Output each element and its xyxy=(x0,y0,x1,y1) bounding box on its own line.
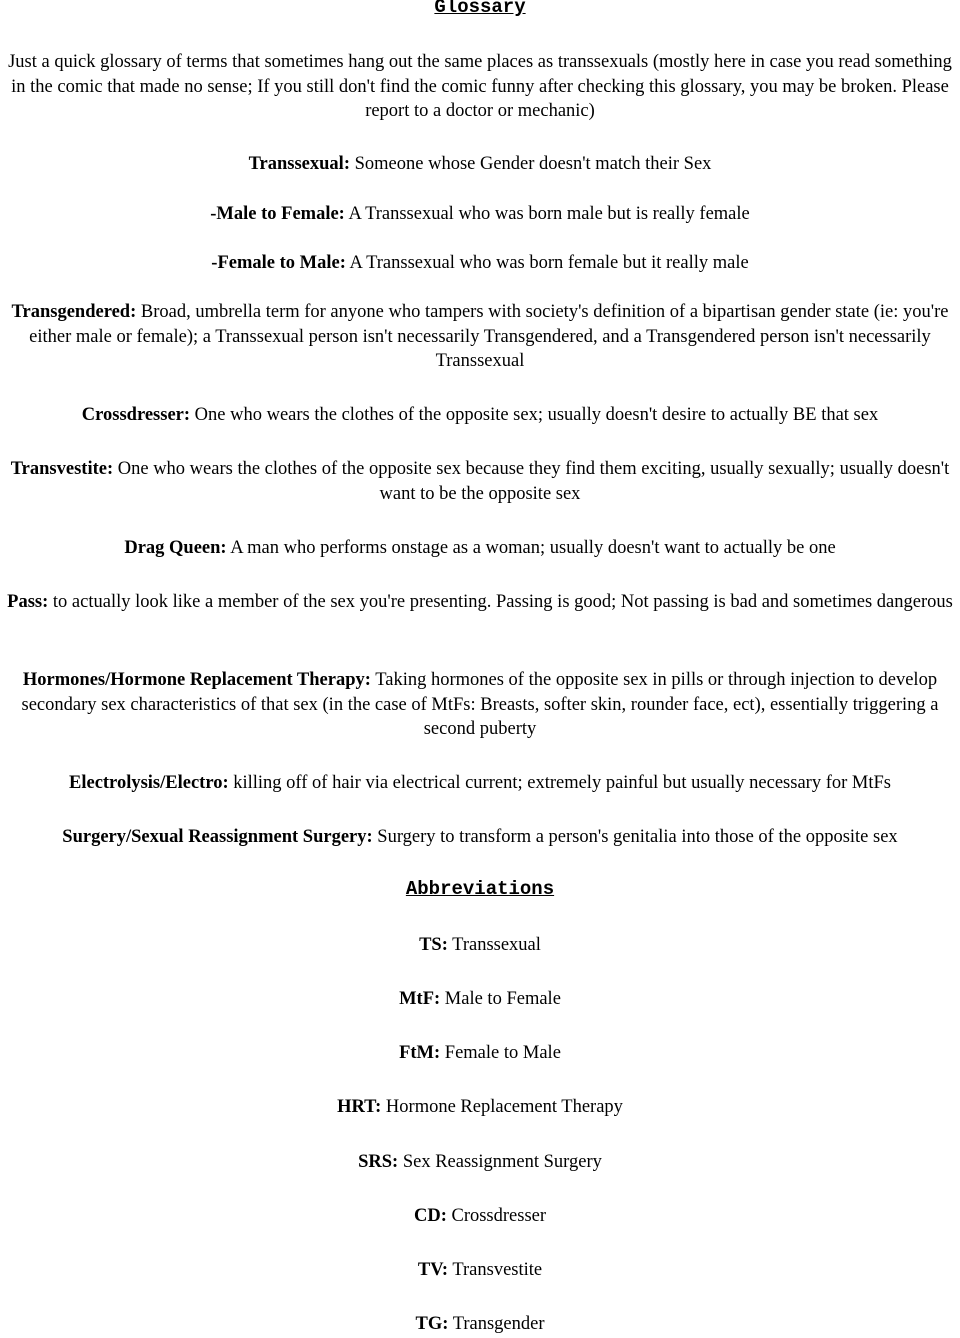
abbreviation-code: MtF: xyxy=(399,989,441,1009)
glossary-term: Hormones/Hormone Replacement Therapy: xyxy=(22,670,371,690)
abbreviation-item-srs xyxy=(2,1150,958,1175)
glossary-definition: One who wears the clothes of the opposite sex because they find them exciting, usually sexually; usually doesn't want to be the opposite sex xyxy=(117,459,950,504)
abbreviation-meaning: Transgender xyxy=(452,1314,545,1334)
abbreviation-code: TS: xyxy=(419,935,448,955)
glossary-term: Crossdresser: xyxy=(81,405,191,425)
abbreviation-item-ftm xyxy=(2,1041,958,1066)
glossary-term: Surgery/Sexual Reassignment Surgery: xyxy=(62,827,373,847)
glossary-term: Transvestite: xyxy=(10,459,114,479)
glossary-entry-male-to-female xyxy=(2,202,958,227)
abbreviation-item-ts xyxy=(2,933,958,958)
glossary-definition: A man who performs onstage as a woman; usually doesn't want to actually be one xyxy=(230,538,836,558)
abbreviation-item-cd xyxy=(2,1204,958,1229)
glossary-definition: Broad, umbrella term for anyone who tampers with society's definition of a bipartisan gender state (ie: you're either male or female); a Transsexual person isn't necessarily Transgendered, and a Transgendered person isn't necessarily Transsexual xyxy=(29,302,949,371)
abbreviation-meaning: Transvestite xyxy=(452,1260,543,1280)
glossary-definition: A Transsexual who was born male but is really female xyxy=(348,204,750,224)
glossary-entry-electrolysis xyxy=(2,771,958,796)
abbreviation-meaning: Male to Female xyxy=(444,989,561,1009)
glossary-entry-transsexual xyxy=(2,152,958,177)
abbreviation-code: CD: xyxy=(413,1206,447,1226)
abbreviation-code: TV: xyxy=(417,1260,449,1280)
glossary-definition: Someone whose Gender doesn't match their Sex xyxy=(354,154,712,174)
glossary-entry-transvestite xyxy=(2,457,958,506)
glossary-definition: A Transsexual who was born female but it really male xyxy=(349,253,749,273)
glossary-entry-crossdresser xyxy=(2,403,958,428)
glossary-entry-surgery xyxy=(2,825,958,850)
glossary-term: Transgendered: xyxy=(11,302,137,322)
abbreviation-code: TG: xyxy=(415,1314,449,1334)
glossary-term: Transsexual: xyxy=(248,154,350,174)
abbreviation-code: FtM: xyxy=(399,1043,441,1063)
abbreviation-meaning: Crossdresser xyxy=(451,1206,547,1226)
glossary-heading: Glossary xyxy=(434,0,526,18)
glossary-term: Pass: xyxy=(7,592,49,612)
glossary-term: Electrolysis/Electro: xyxy=(69,773,229,793)
glossary-term: -Male to Female: xyxy=(210,204,345,224)
abbreviation-item-hrt xyxy=(2,1095,958,1120)
abbreviation-item-tg xyxy=(2,1312,958,1337)
glossary-entry-transgendered xyxy=(2,300,958,374)
abbreviation-meaning: Sex Reassignment Surgery xyxy=(402,1152,602,1172)
glossary-definition: Taking hormones of the opposite sex in pills or through injection to develop secondary sex characteristics of that sex (in the case of MtFs: Breasts, softer skin, rounder face, ect), essentially triggering a second puberty xyxy=(21,670,939,739)
intro-paragraph: Just a quick glossary of terms that sometimes hang out the same places as transsexuals (mostly here in case you read something in the comic that made no sense; If you still don't find the comic funny after checking this glossary, you may be broken. Please report to a doctor or mechanic) xyxy=(8,52,952,121)
abbreviation-code: HRT: xyxy=(337,1097,382,1117)
glossary-entry-pass xyxy=(2,590,958,615)
glossary-definition: Surgery to transform a person's genitalia into those of the opposite sex xyxy=(377,827,898,847)
glossary-entry-female-to-male xyxy=(2,251,958,276)
glossary-term: Drag Queen: xyxy=(124,538,227,558)
abbreviation-item-mtf xyxy=(2,987,958,1012)
abbreviations-heading: Abbreviations xyxy=(405,878,555,900)
abbreviation-code: SRS: xyxy=(358,1152,399,1172)
glossary-definition: One who wears the clothes of the opposite sex; usually doesn't desire to actually BE that sex xyxy=(194,405,879,425)
glossary-term: -Female to Male: xyxy=(211,253,346,273)
abbreviation-meaning: Transsexual xyxy=(452,935,541,955)
glossary-entry-hormones xyxy=(2,668,958,742)
glossary-entry-drag-queen xyxy=(2,536,958,561)
abbreviation-item-tv xyxy=(2,1258,958,1283)
glossary-definition: killing off of hair via electrical current; extremely painful but usually necessary for MtFs xyxy=(233,773,891,793)
abbreviation-meaning: Hormone Replacement Therapy xyxy=(385,1097,623,1117)
glossary-definition: to actually look like a member of the sex you're presenting. Passing is good; Not passing is bad and sometimes dangerous xyxy=(52,592,953,612)
abbreviation-meaning: Female to Male xyxy=(444,1043,561,1063)
